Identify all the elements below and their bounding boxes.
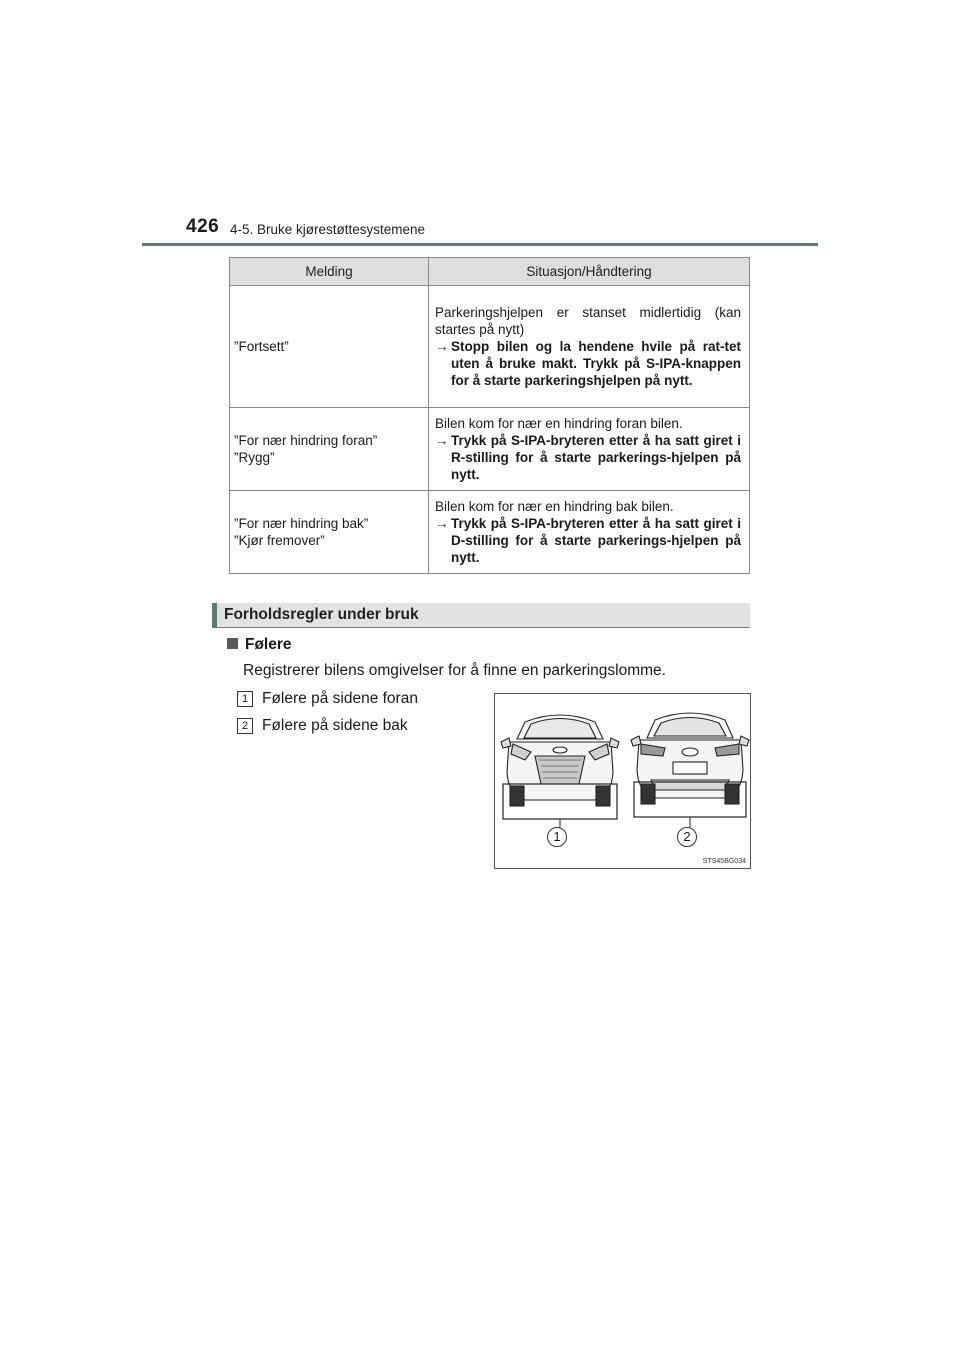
column-header-situation: Situasjon/Håndtering xyxy=(429,258,750,286)
message-line: ”Kjør fremover” xyxy=(234,532,325,548)
situation-cell xyxy=(429,408,750,491)
subheading-text: Følere xyxy=(245,636,292,653)
legend-number-2: 2 xyxy=(237,718,253,734)
subheading xyxy=(227,636,292,654)
car-rear-drawing xyxy=(631,713,749,804)
section-heading: Forholdsregler under bruk xyxy=(224,606,419,623)
table-row xyxy=(230,408,750,491)
situation-cell xyxy=(429,286,750,408)
action-text: Stopp bilen og la hendene hvile på rat-tet uten å bruke makt. Trykk på S-IPA-knappen for å starte parkeringshjelpen på nytt. xyxy=(451,338,741,388)
situation-text: Bilen kom for nær en hindring bak bilen. xyxy=(435,498,674,514)
figure-code: STS45BG034 xyxy=(702,858,746,865)
legend-number-1: 1 xyxy=(237,691,253,707)
car-illustration xyxy=(495,694,750,868)
section-title: 4-5. Bruke kjørestøttesystemene xyxy=(230,222,426,237)
situation-text: Parkeringshjelpen er stanset midlertidig (kan startes på nytt) xyxy=(435,304,741,337)
message-cell xyxy=(230,491,429,574)
legend-item xyxy=(237,717,408,735)
description-paragraph: Registrerer bilens omgivelser for å finne en parkeringslomme. xyxy=(243,662,666,679)
action-item xyxy=(435,515,741,566)
action-item xyxy=(435,338,741,389)
arrow-icon: → xyxy=(435,432,449,448)
message-line: ”For nær hindring bak” xyxy=(234,515,369,531)
section-heading-bar xyxy=(212,603,750,628)
action-text: Trykk på S-IPA-bryteren etter å ha satt giret i D-stilling for å starte parkerings-hjelpen på nytt. xyxy=(451,515,741,565)
situation-text: Bilen kom for nær en hindring foran bilen. xyxy=(435,415,683,431)
message-cell xyxy=(230,286,429,408)
legend-label: Følere på sidene foran xyxy=(262,690,418,707)
sensor-illustration xyxy=(494,693,751,869)
action-text: Trykk på S-IPA-bryteren etter å ha satt giret i R-stilling for å starte parkerings-hjelpen på nytt. xyxy=(451,432,741,482)
callout-1: 1 xyxy=(547,827,567,847)
situation-cell xyxy=(429,491,750,574)
section-accent xyxy=(212,603,217,627)
message-cell xyxy=(230,408,429,491)
message-table xyxy=(229,257,750,574)
arrow-icon: → xyxy=(435,338,449,354)
legend-item xyxy=(237,690,418,708)
message-line: ”Fortsett” xyxy=(234,338,289,354)
table-row xyxy=(230,286,750,408)
car-front-drawing xyxy=(501,715,619,806)
table-header-row xyxy=(230,258,750,286)
legend-label: Følere på sidene bak xyxy=(262,717,408,734)
message-line: ”For nær hindring foran” xyxy=(234,432,378,448)
callout-2: 2 xyxy=(677,827,697,847)
message-line: ”Rygg” xyxy=(234,449,275,465)
header-rule xyxy=(142,243,818,246)
page-number: 426 xyxy=(186,216,220,237)
square-bullet-icon xyxy=(227,638,238,649)
table-row xyxy=(230,491,750,574)
action-item xyxy=(435,432,741,483)
arrow-icon: → xyxy=(435,515,449,531)
column-header-message: Melding xyxy=(230,258,429,286)
